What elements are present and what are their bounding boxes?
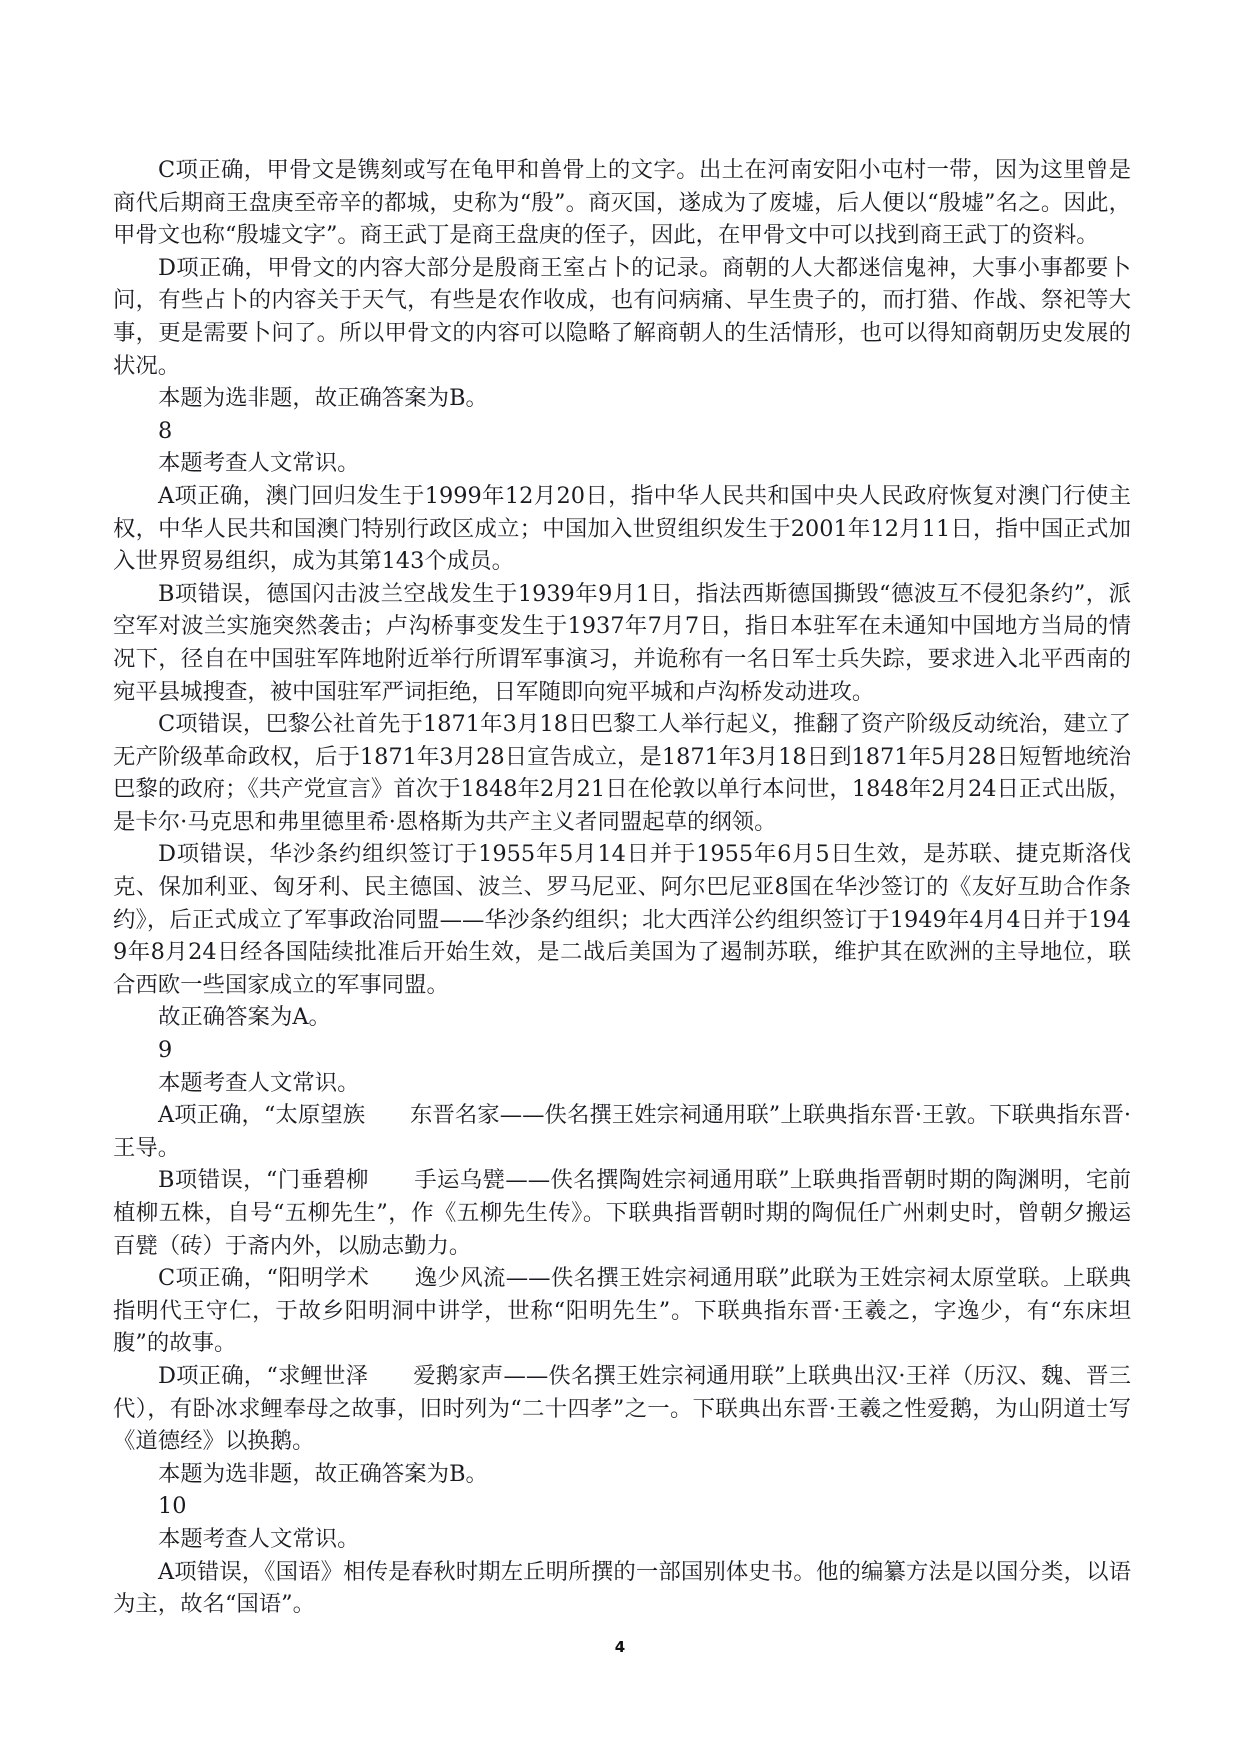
paragraph: 本题考查人文常识。: [158, 1525, 360, 1552]
paragraph: 故正确答案为A。: [158, 1004, 331, 1031]
paragraph: C项错误，巴黎公社首先于1871年3月18日巴黎工人举行起义，推翻了资产阶级反动统治，建立了无产阶级革命政权，后于1871年3月28日宣告成立，是1871年3月18日到1871年5月28日短暂地统治巴黎的政府；《共产党宣言》首次于1848年2月21日在伦敦以单行本问世，1848年2月24日正式出版，是卡尔·马克思和弗里德里希·恩格斯为共产主义者同盟起草的纲领。: [113, 711, 1131, 835]
paragraph: 本题为选非题，故正确答案为B。: [158, 1460, 488, 1487]
paragraph: 本题考查人文常识。: [158, 1069, 360, 1096]
paragraph: 8: [158, 417, 173, 444]
paragraph: C项正确，“阳明学术 逸少风流——佚名撰王姓宗祠通用联”此联为王姓宗祠太原堂联。上联典指明代王守仁，于故乡阳明洞中讲学，世称“阳明先生”。下联典指东晋·王羲之，字逸少，有“东床坦腹”的故事。: [113, 1265, 1131, 1357]
paragraph: B项错误，“门垂碧柳 手运乌甓——佚名撰陶姓宗祠通用联”上联典指晋朝时期的陶渊明，宅前植柳五株，自号“五柳先生”，作《五柳先生传》。下联典指晋朝时期的陶侃任广州刺史时，曾朝夕搬运百甓（砖）于斋内外，以励志勤力。: [113, 1167, 1131, 1259]
paragraph: 本题考查人文常识。: [158, 450, 360, 477]
paragraph: 10: [158, 1493, 187, 1520]
paragraph: C项正确，甲骨文是镌刻或写在龟甲和兽骨上的文字。出土在河南安阳小屯村一带，因为这里曾是商代后期商王盘庚至帝辛的都城，史称为“殷”。商灭国，遂成为了废墟，后人便以“殷墟”名之。因此，甲骨文也称“殷墟文字”。商王武丁是商王盘庚的侄子，因此，在甲骨文中可以找到商王武丁的资料。: [113, 157, 1131, 249]
paragraph: 9: [158, 1037, 173, 1064]
paragraph: B项错误，德国闪击波兰空战发生于1939年9月1日，指法西斯德国撕毁“德波互不侵犯条约”，派空军对波兰实施突然袭击；卢沟桥事变发生于1937年7月7日，指日本驻军在未通知中国地方当局的情况下，径自在中国驻军阵地附近举行所谓军事演习，并诡称有一名日军士兵失踪，要求进入北平西南的宛平县城搜查，被中国驻军严词拒绝，日军随即向宛平城和卢沟桥发动进攻。: [113, 580, 1131, 705]
paragraph: A项错误，《国语》相传是春秋时期左丘明所撰的一部国别体史书。他的编纂方法是以国分类，以语为主，故名“国语”。: [113, 1558, 1131, 1618]
paragraph: D项正确，“求鲤世泽 爱鹅家声——佚名撰王姓宗祠通用联”上联典出汉·王祥（历汉、魏、晋三代），有卧冰求鲤奉母之故事，旧时列为“二十四孝”之一。下联典出东晋·王羲之性爱鹅，为山阴道士写《道德经》以换鹅。: [113, 1362, 1131, 1455]
paragraph: 本题为选非题，故正确答案为B。: [158, 385, 488, 412]
paragraph: D项正确，甲骨文的内容大部分是殷商王室占卜的记录。商朝的人大都迷信鬼神，大事小事都要卜问，有些占卜的内容关于天气，有些是农作收成，也有问病痛、早生贵子的，而打猎、作战、祭祀等大事，更是需要卜问了。所以甲骨文的内容可以隐略了解商朝人的生活情形，也可以得知商朝历史发展的状况。: [113, 254, 1131, 379]
paragraph: A项正确，澳门回归发生于1999年12月20日，指中华人民共和国中央人民政府恢复对澳门行使主权，中华人民共和国澳门特别行政区成立；中国加入世贸组织发生于2001年12月11日，指中国正式加入世界贸易组织，成为其第143个成员。: [113, 482, 1131, 575]
page-number: 4: [614, 1638, 626, 1656]
paragraph: D项错误，华沙条约组织签订于1955年5月14日并于1955年6月5日生效，是苏联、捷克斯洛伐克、保加利亚、匈牙利、民主德国、波兰、罗马尼亚、阿尔巴尼亚8国在华沙签订的《友好互助合作条约》，后正式成立了军事政治同盟——华沙条约组织；北大西洋公约组织签订于1949年4月4日并于1949年8月24日经各国陆续批准后开始生效，是二战后美国为了遏制苏联，维护其在欧洲的主导地位，联合西欧一些国家成立的军事同盟。: [113, 841, 1131, 998]
document-body: [113, 154, 1131, 1621]
paragraph: A项正确，“太原望族 东晋名家——佚名撰王姓宗祠通用联”上联典指东晋·王敦。下联典指东晋·王导。: [113, 1102, 1131, 1161]
